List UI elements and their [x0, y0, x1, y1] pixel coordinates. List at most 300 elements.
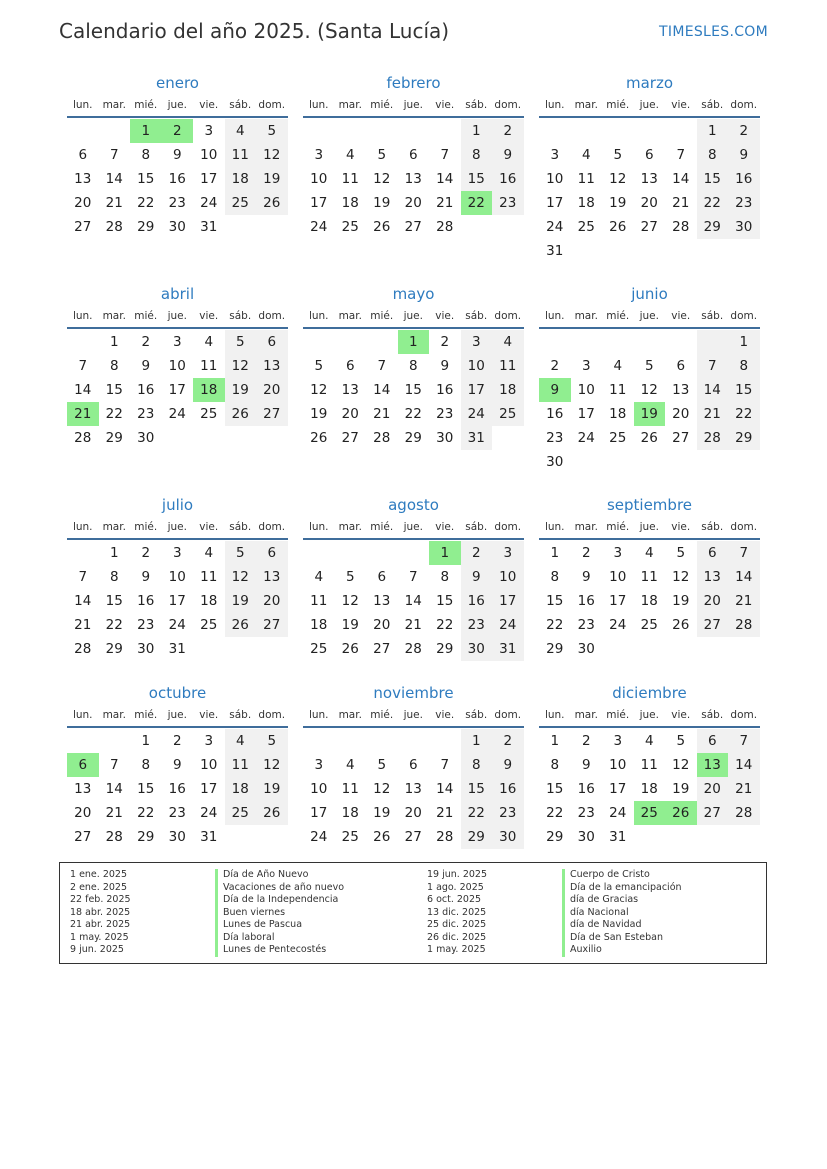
weekday-label: dom.	[258, 310, 286, 322]
empty-cell	[571, 330, 603, 354]
day-cell: 3	[550, 147, 560, 163]
legend-names-right	[562, 869, 682, 957]
empty-cell	[366, 119, 398, 143]
day-cell: 25	[225, 191, 257, 215]
day-cell: 16	[436, 382, 454, 398]
day-cell: 22	[461, 801, 493, 825]
day-cell: 1	[550, 733, 560, 749]
day-cell: 6	[408, 147, 418, 163]
day-cell: 23	[546, 430, 564, 446]
day-cell: 10	[546, 171, 564, 187]
day-cell: 27	[404, 829, 422, 845]
day-cell: 25	[609, 430, 627, 446]
day-cell: 31	[609, 829, 627, 845]
day-cell: 13	[373, 593, 391, 609]
day-cell: 11	[609, 382, 627, 398]
weekday-label: vie.	[671, 709, 691, 721]
empty-cell	[99, 119, 131, 143]
day-grid	[539, 119, 760, 263]
holiday-day: 22	[461, 191, 493, 215]
holiday-day: 1	[429, 541, 461, 565]
day-grid	[303, 330, 524, 450]
day-cell: 29	[137, 219, 155, 235]
day-cell: 28	[404, 641, 422, 657]
month-mayo	[303, 283, 524, 450]
day-cell: 9	[172, 757, 182, 773]
day-cell: 28	[105, 829, 123, 845]
day-cell: 26	[225, 613, 257, 637]
weekday-label: mar.	[338, 310, 362, 322]
day-cell: 28	[728, 613, 760, 637]
day-cell: 19	[256, 167, 288, 191]
weekday-label: mar.	[102, 310, 126, 322]
holiday-day: 18	[193, 378, 225, 402]
day-cell: 30	[461, 637, 493, 661]
day-cell: 24	[577, 430, 595, 446]
day-cell: 24	[609, 617, 627, 633]
day-cell: 8	[461, 143, 493, 167]
day-grid	[67, 541, 288, 661]
legend-date: 2 ene. 2025	[70, 881, 127, 893]
day-cell: 19	[672, 593, 690, 609]
day-cell: 7	[78, 569, 88, 585]
legend-date: 1 may. 2025	[70, 931, 129, 943]
day-cell: 24	[546, 219, 564, 235]
weekday-label: vie.	[199, 521, 219, 533]
weekday-label: jue.	[639, 521, 659, 533]
day-grid	[539, 541, 760, 661]
day-cell: 3	[204, 733, 214, 749]
day-cell: 19	[373, 805, 391, 821]
weekday-label: mié.	[134, 99, 158, 111]
day-cell: 4	[492, 330, 524, 354]
month-name: mayo	[392, 285, 435, 303]
day-cell: 2	[492, 119, 524, 143]
weekday-label: mar.	[574, 709, 598, 721]
day-cell: 28	[672, 219, 690, 235]
month-abril	[67, 283, 288, 450]
day-cell: 21	[728, 589, 760, 613]
day-cell: 22	[697, 191, 729, 215]
day-cell: 8	[109, 358, 119, 374]
day-cell: 28	[105, 219, 123, 235]
day-cell: 16	[137, 593, 155, 609]
legend-names-left	[215, 869, 344, 957]
day-cell: 8	[697, 143, 729, 167]
day-cell: 25	[310, 641, 328, 657]
weekday-label: lun.	[544, 709, 565, 721]
day-cell: 4	[581, 147, 591, 163]
day-cell: 8	[728, 354, 760, 378]
weekday-label: mar.	[574, 521, 598, 533]
day-cell: 2	[581, 545, 591, 561]
day-cell: 27	[256, 402, 288, 426]
day-cell: 6	[256, 330, 288, 354]
weekday-header	[67, 516, 288, 540]
day-cell: 3	[172, 545, 182, 561]
holiday-day: 19	[634, 402, 666, 426]
day-cell: 27	[697, 613, 729, 637]
legend-holiday-name: Lunes de Pascua	[215, 919, 344, 932]
day-cell: 11	[577, 171, 595, 187]
day-cell: 14	[105, 171, 123, 187]
empty-cell	[398, 729, 430, 753]
empty-cell	[366, 330, 398, 354]
weekday-label: lun.	[72, 310, 93, 322]
weekday-label: jue.	[639, 709, 659, 721]
day-cell: 11	[200, 569, 218, 585]
day-cell: 19	[609, 195, 627, 211]
day-cell: 6	[676, 358, 686, 374]
day-cell: 13	[697, 565, 729, 589]
day-cell: 9	[492, 753, 524, 777]
day-cell: 30	[436, 430, 454, 446]
weekday-label: vie.	[671, 99, 691, 111]
day-cell: 6	[256, 541, 288, 565]
day-cell: 6	[697, 729, 729, 753]
day-cell: 19	[225, 378, 257, 402]
day-cell: 17	[200, 171, 218, 187]
day-cell: 23	[137, 617, 155, 633]
legend-holiday-name: Buen viernes	[215, 907, 344, 920]
day-cell: 12	[640, 382, 658, 398]
day-cell: 24	[492, 613, 524, 637]
day-cell: 7	[78, 358, 88, 374]
day-grid	[67, 330, 288, 450]
day-cell: 6	[345, 358, 355, 374]
day-cell: 22	[105, 406, 123, 422]
weekday-label: mié.	[134, 709, 158, 721]
empty-cell	[335, 119, 367, 143]
day-cell: 19	[256, 777, 288, 801]
day-cell: 8	[550, 757, 560, 773]
weekday-label: sáb.	[465, 521, 488, 533]
day-cell: 10	[310, 781, 328, 797]
day-cell: 23	[577, 617, 595, 633]
day-cell: 20	[697, 777, 729, 801]
weekday-label: lun.	[544, 521, 565, 533]
day-cell: 30	[546, 454, 564, 470]
day-cell: 15	[105, 382, 123, 398]
day-grid	[303, 541, 524, 661]
day-cell: 3	[461, 330, 493, 354]
legend-date: 21 abr. 2025	[70, 919, 131, 930]
day-cell: 31	[546, 243, 564, 259]
weekday-label: dom.	[494, 709, 522, 721]
month-diciembre	[539, 682, 760, 849]
day-cell: 13	[256, 565, 288, 589]
weekday-header	[67, 305, 288, 329]
day-cell: 24	[461, 402, 493, 426]
day-cell: 14	[697, 378, 729, 402]
weekday-label: sáb.	[701, 99, 724, 111]
day-cell: 22	[728, 402, 760, 426]
brand-link[interactable]: TIMESLES.COM	[659, 24, 768, 40]
day-cell: 20	[404, 195, 422, 211]
day-cell: 24	[310, 829, 328, 845]
month-name: septiembre	[606, 496, 693, 514]
day-cell: 27	[640, 219, 658, 235]
day-cell: 3	[613, 733, 623, 749]
day-cell: 28	[697, 426, 729, 450]
day-cell: 7	[109, 147, 119, 163]
month-julio	[67, 494, 288, 661]
month-name: diciembre	[612, 684, 687, 702]
weekday-label: mié.	[606, 709, 630, 721]
legend-date: 6 oct. 2025	[427, 894, 482, 905]
legend-holiday-name: día Nacional	[562, 907, 682, 920]
day-cell: 12	[373, 171, 391, 187]
weekday-header	[67, 94, 288, 118]
weekday-label: mar.	[102, 709, 126, 721]
month-septiembre	[539, 494, 760, 661]
weekday-label: lun.	[544, 99, 565, 111]
day-cell: 12	[672, 569, 690, 585]
day-cell: 14	[105, 781, 123, 797]
weekday-label: vie.	[199, 99, 219, 111]
day-cell: 11	[640, 569, 658, 585]
weekday-label: jue.	[639, 99, 659, 111]
day-cell: 31	[461, 426, 493, 450]
day-cell: 13	[640, 171, 658, 187]
day-cell: 18	[341, 805, 359, 821]
day-cell: 16	[492, 167, 524, 191]
empty-cell	[429, 729, 461, 753]
day-cell: 9	[141, 569, 151, 585]
day-cell: 28	[74, 641, 92, 657]
legend-date: 22 feb. 2025	[70, 894, 131, 905]
weekday-label: vie.	[199, 310, 219, 322]
day-cell: 3	[492, 541, 524, 565]
day-cell: 25	[341, 829, 359, 845]
month-octubre	[67, 682, 288, 849]
weekday-label: dom.	[258, 709, 286, 721]
day-cell: 18	[640, 781, 658, 797]
day-cell: 6	[697, 541, 729, 565]
empty-cell	[398, 541, 430, 565]
day-cell: 24	[168, 617, 186, 633]
day-cell: 6	[644, 147, 654, 163]
day-cell: 1	[461, 729, 493, 753]
day-cell: 27	[341, 430, 359, 446]
weekday-header	[303, 94, 524, 118]
day-cell: 16	[577, 593, 595, 609]
month-agosto	[303, 494, 524, 661]
day-cell: 7	[676, 147, 686, 163]
day-cell: 2	[172, 733, 182, 749]
month-febrero	[303, 72, 524, 239]
day-cell: 17	[168, 593, 186, 609]
day-cell: 15	[546, 593, 564, 609]
holiday-day: 9	[539, 378, 571, 402]
day-cell: 16	[492, 777, 524, 801]
day-cell: 31	[168, 641, 186, 657]
weekday-label: sáb.	[229, 99, 252, 111]
weekday-label: sáb.	[465, 99, 488, 111]
day-cell: 29	[546, 829, 564, 845]
day-cell: 7	[440, 147, 450, 163]
day-cell: 21	[74, 617, 92, 633]
day-cell: 15	[697, 167, 729, 191]
empty-cell	[665, 330, 697, 354]
weekday-label: sáb.	[701, 310, 724, 322]
day-cell: 5	[377, 757, 387, 773]
day-cell: 27	[404, 219, 422, 235]
day-cell: 25	[225, 801, 257, 825]
weekday-label: mié.	[370, 521, 394, 533]
month-noviembre	[303, 682, 524, 849]
empty-cell	[366, 729, 398, 753]
day-cell: 20	[74, 195, 92, 211]
empty-cell	[602, 330, 634, 354]
day-cell: 7	[408, 569, 418, 585]
weekday-label: jue.	[403, 521, 423, 533]
day-cell: 1	[697, 119, 729, 143]
day-cell: 20	[404, 805, 422, 821]
day-cell: 7	[728, 541, 760, 565]
holiday-day: 6	[67, 753, 99, 777]
legend-dates-right	[427, 869, 487, 957]
weekday-label: mar.	[574, 99, 598, 111]
day-cell: 29	[404, 430, 422, 446]
day-cell: 12	[609, 171, 627, 187]
day-cell: 27	[672, 430, 690, 446]
empty-cell	[539, 330, 571, 354]
day-cell: 3	[314, 147, 324, 163]
day-cell: 3	[172, 334, 182, 350]
day-cell: 5	[676, 545, 686, 561]
day-cell: 21	[373, 406, 391, 422]
weekday-label: lun.	[308, 521, 329, 533]
day-cell: 8	[408, 358, 418, 374]
day-cell: 2	[550, 358, 560, 374]
weekday-header	[539, 305, 760, 329]
day-cell: 12	[373, 781, 391, 797]
empty-cell	[429, 119, 461, 143]
day-cell: 18	[640, 593, 658, 609]
day-cell: 26	[640, 430, 658, 446]
holiday-day: 25	[634, 801, 666, 825]
weekday-label: mié.	[370, 709, 394, 721]
day-cell: 15	[105, 593, 123, 609]
day-cell: 10	[200, 147, 218, 163]
weekday-label: dom.	[730, 99, 758, 111]
day-cell: 8	[109, 569, 119, 585]
weekday-label: sáb.	[701, 521, 724, 533]
weekday-label: mié.	[370, 99, 394, 111]
weekday-label: lun.	[72, 99, 93, 111]
month-marzo	[539, 72, 760, 263]
weekday-label: sáb.	[465, 709, 488, 721]
day-cell: 30	[137, 430, 155, 446]
day-cell: 12	[672, 757, 690, 773]
day-cell: 29	[105, 641, 123, 657]
day-cell: 23	[168, 195, 186, 211]
legend-holiday-name: Lunes de Pentecostés	[215, 944, 344, 957]
weekday-label: jue.	[403, 709, 423, 721]
empty-cell	[335, 541, 367, 565]
legend-holiday-name: día de Navidad	[562, 919, 682, 932]
legend-date: 1 ago. 2025	[427, 881, 484, 893]
day-cell: 16	[168, 781, 186, 797]
day-cell: 29	[728, 426, 760, 450]
empty-cell	[697, 330, 729, 354]
weekday-header	[303, 305, 524, 329]
weekday-label: lun.	[72, 709, 93, 721]
day-cell: 11	[492, 354, 524, 378]
day-cell: 21	[105, 805, 123, 821]
day-cell: 15	[137, 781, 155, 797]
day-cell: 30	[577, 641, 595, 657]
day-cell: 19	[225, 589, 257, 613]
day-cell: 4	[225, 729, 257, 753]
month-name: noviembre	[373, 684, 454, 702]
day-cell: 27	[74, 829, 92, 845]
day-cell: 5	[345, 569, 355, 585]
day-cell: 14	[672, 171, 690, 187]
day-cell: 28	[436, 829, 454, 845]
day-grid	[67, 729, 288, 849]
day-cell: 9	[141, 358, 151, 374]
day-cell: 30	[577, 829, 595, 845]
weekday-label: mié.	[606, 310, 630, 322]
empty-cell	[67, 330, 99, 354]
weekday-label: vie.	[671, 521, 691, 533]
weekday-label: mié.	[606, 99, 630, 111]
day-cell: 30	[492, 825, 524, 849]
day-cell: 2	[461, 541, 493, 565]
day-cell: 13	[74, 171, 92, 187]
weekday-label: vie.	[435, 310, 455, 322]
weekday-label: mié.	[134, 310, 158, 322]
empty-cell	[303, 330, 335, 354]
weekday-header	[303, 516, 524, 540]
day-cell: 1	[141, 733, 151, 749]
weekday-label: mar.	[338, 709, 362, 721]
day-cell: 31	[492, 637, 524, 661]
day-cell: 12	[341, 593, 359, 609]
day-cell: 26	[373, 219, 391, 235]
legend-holiday-name: Vacaciones de año nuevo	[215, 882, 344, 895]
day-cell: 15	[137, 171, 155, 187]
day-cell: 5	[256, 119, 288, 143]
weekday-label: dom.	[730, 521, 758, 533]
legend-holiday-name: Día de Año Nuevo	[215, 869, 344, 882]
day-cell: 17	[609, 781, 627, 797]
legend-date: 1 may. 2025	[427, 944, 486, 955]
day-cell: 10	[609, 569, 627, 585]
day-cell: 20	[256, 589, 288, 613]
day-cell: 24	[609, 805, 627, 821]
weekday-label: jue.	[167, 310, 187, 322]
day-cell: 4	[644, 545, 654, 561]
day-cell: 17	[200, 781, 218, 797]
day-cell: 4	[225, 119, 257, 143]
day-cell: 8	[461, 753, 493, 777]
day-cell: 17	[546, 195, 564, 211]
legend-holiday-name: Auxilio	[562, 944, 682, 957]
day-cell: 1	[728, 330, 760, 354]
day-cell: 4	[345, 757, 355, 773]
day-cell: 3	[613, 545, 623, 561]
day-grid	[67, 119, 288, 239]
day-cell: 11	[310, 593, 328, 609]
day-cell: 2	[728, 119, 760, 143]
day-cell: 16	[728, 167, 760, 191]
day-cell: 22	[436, 617, 454, 633]
empty-cell	[303, 119, 335, 143]
holiday-day: 2	[162, 119, 194, 143]
